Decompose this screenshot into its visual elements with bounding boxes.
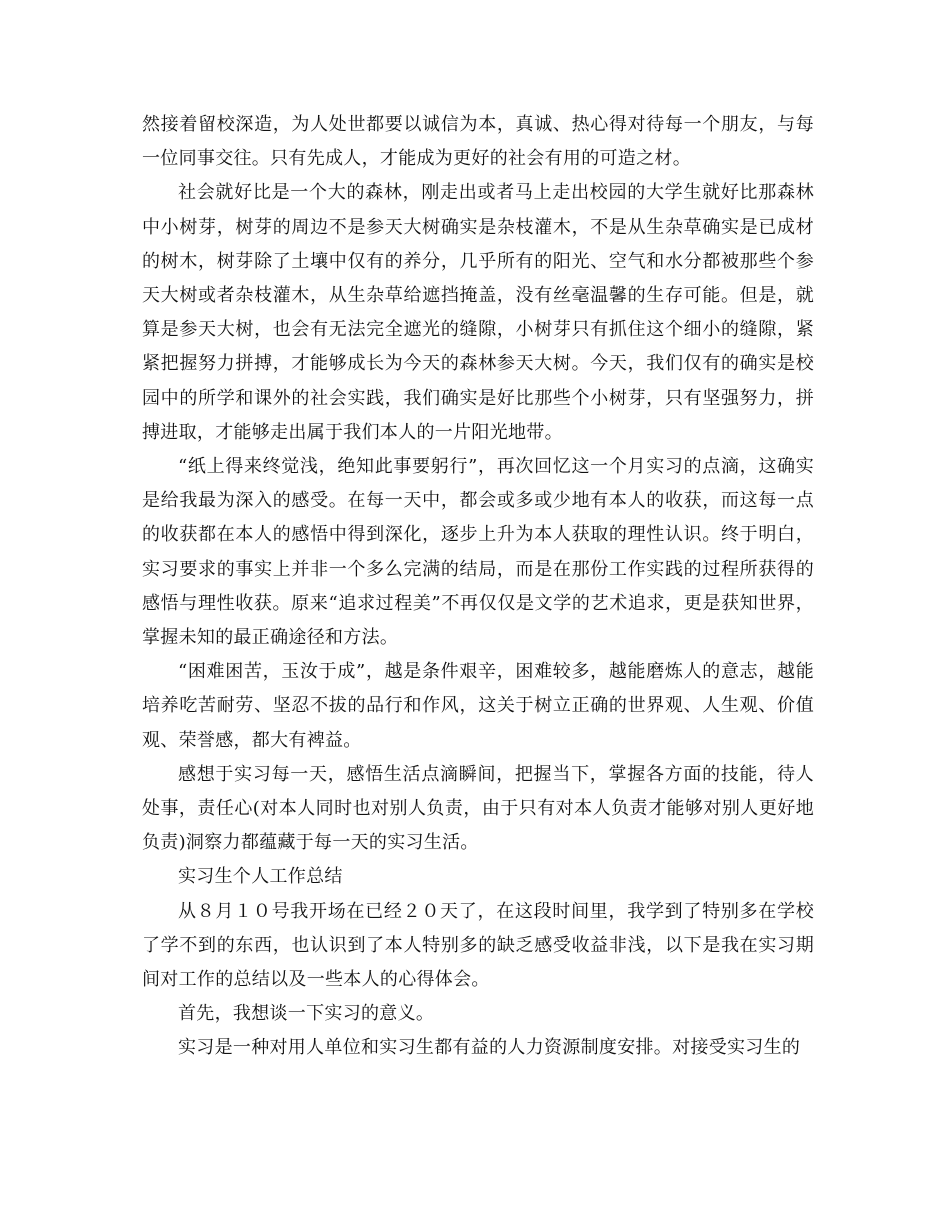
paragraph-5: 感想于实习每一天，感悟生活点滴瞬间，把握当下，掌握各方面的技能，待人处事，责任心(对本人同时也对别人负责，由于只有对本人负责才能够对别人更好地负责)洞察力都蕴藏于每一天的实习生活。 <box>142 763 814 854</box>
section-heading: 实习生个人工作总结 <box>178 866 343 888</box>
paragraph-6: 从８月１０号我开场在已经２０天了，在这段时间里，我学到了特别多在学校了学不到的东西，也认识到了本人特别多的缺乏感受收益非浅，以下是我在实习期间对工作的总结以及一些本人的心得体会。 <box>142 900 814 991</box>
paragraph-7: 首先，我想谈一下实习的意义。 <box>178 1003 435 1025</box>
paragraph-3: “纸上得来终觉浅，绝知此事要躬行”，再次回忆这一个月实习的点滴，这确实是给我最为深入的感受。在每一天中，都会或多或少地有本人的收获，而这每一点的收获都在本人的感悟中得到深化，逐步上升为本人获取的理性认识。终于明白，实习要求的事实上并非一个多么完满的结局，而是在那份工作实践的过程所获得的感悟与理性收获。原来“追求过程美”不再仅仅是文学的艺术追求，更是获知世界，掌握未知的最正确途径和方法。 <box>142 456 814 649</box>
paragraph-1: 然接着留校深造，为人处世都要以诚信为本，真诚、热心得对待每一个朋友，与每一位同事交往。只有先成人，才能成为更好的社会有用的可造之材。 <box>142 114 814 170</box>
document-body <box>142 108 814 1066</box>
paragraph-8: 实习是一种对用人单位和实习生都有益的人力资源制度安排。对接受实习生的 <box>178 1037 801 1059</box>
paragraph-2: 社会就好比是一个大的森林，刚走出或者马上走出校园的大学生就好比那森林中小树芽，树芽的周边不是参天大树确实是杂枝灌木，不是从生杂草确实是已成材的树木，树芽除了土壤中仅有的养分，几乎所有的阳光、空气和水分都被那些个参天大树或者杂枝灌木，从生杂草给遮挡掩盖，没有丝毫温馨的生存可能。但是，就算是参天大树，也会有无法完全遮光的缝隙，小树芽只有抓住这个细小的缝隙，紧紧把握努力拼搏，才能够成长为今天的森林参天大树。今天，我们仅有的确实是校园中的所学和课外的社会实践，我们确实是好比那些个小树芽，只有坚强努力，拼搏进取，才能够走出属于我们本人的一片阳光地带。 <box>142 182 814 443</box>
paragraph-4: “困难困苦，玉汝于成”，越是条件艰辛，困难较多，越能磨炼人的意志，越能培养吃苦耐劳、坚忍不拔的品行和作风，这关于树立正确的世界观、人生观、价值观、荣誉感，都大有裨益。 <box>142 661 814 751</box>
